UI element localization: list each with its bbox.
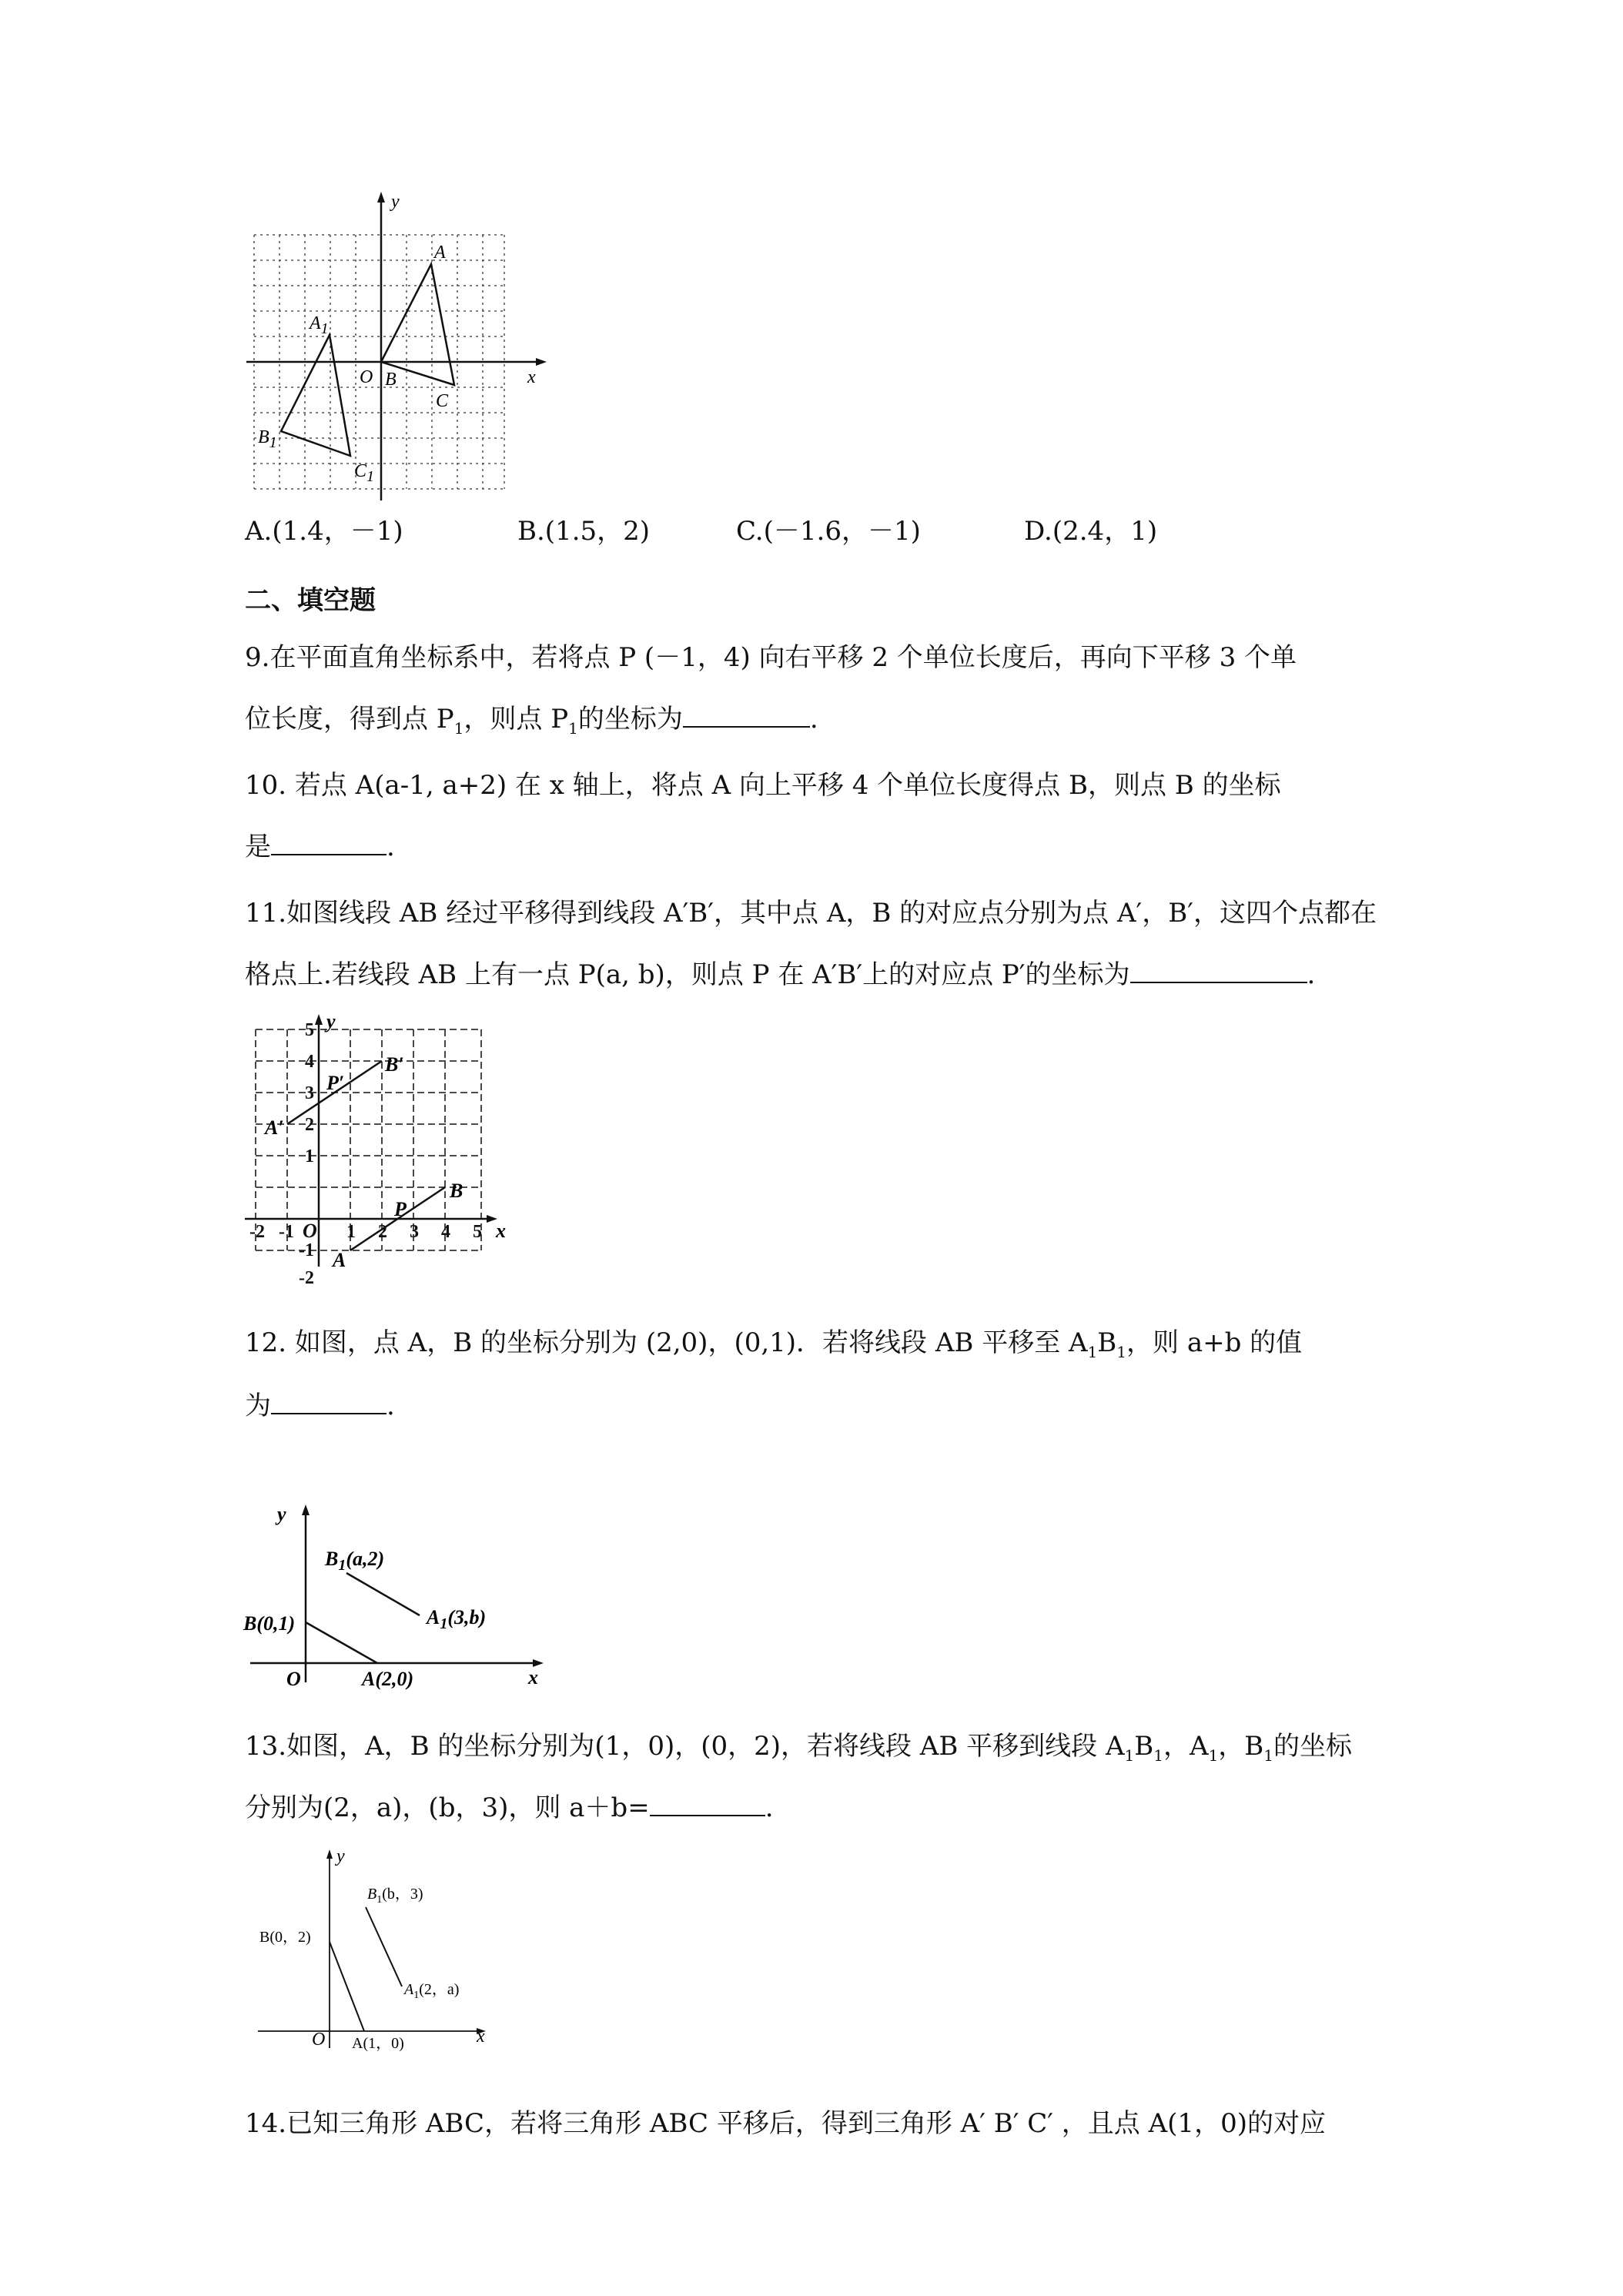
q11-xtick: -2 (249, 1222, 265, 1242)
q11-ytick: -2 (299, 1268, 314, 1288)
q11-point-a: A (333, 1249, 346, 1271)
q12-answer-blank[interactable] (271, 1390, 387, 1414)
q9-answer-blank[interactable] (683, 703, 810, 728)
q8-point-c1-label: $C_1$ (354, 461, 375, 485)
q13-line1: 13.如图，A，B 的坐标分别为(1，0)，(0，2)，若将线段 AB 平移到线段 $A_1B_1$，$A_1$，$B_1$的坐标 (245, 1731, 1353, 1765)
q9-line2: 位长度，得到点 $P_1$，则点 $P_1$的坐标为 . (245, 704, 818, 738)
q11-line1: 11.如图线段 AB 经过平移得到线段 A′B′，其中点 A，B 的对应点分别为点 A′，B′，这四个点都在 (245, 898, 1377, 929)
q11-ytick: 4 (305, 1052, 314, 1072)
q8-y-label: y (391, 192, 400, 212)
q12-point-b1: $B_1(a,2)$ (325, 1548, 385, 1574)
q12-point-a1: $A_1(3,b)$ (427, 1606, 487, 1632)
q8-x-label: x (527, 367, 536, 387)
q13-axes (258, 1849, 486, 2048)
q13-line2: 分别为(2，a)，(b，3)，则 a＋b= . (245, 1792, 774, 1823)
q8-point-c-label: C (436, 391, 449, 411)
q8-axes (246, 192, 547, 500)
q10-line1: 10. 若点 A(a-1, a+2) 在 x 轴上，将点 A 向上平移 4 个单位长度得点 B，则点 B 的坐标 (245, 770, 1281, 801)
q13-point-a1: $A_1(2$，a) (404, 1981, 460, 2001)
q13-x-label: x (477, 2027, 485, 2047)
q11-xtick: 3 (410, 1222, 419, 1242)
q8-figure (231, 181, 554, 504)
q11-xtick: 1 (346, 1222, 356, 1242)
section-heading: 二、填空题 (245, 585, 376, 616)
q8-option-d: D.(2.4，1) (1024, 516, 1158, 547)
q10-answer-blank[interactable] (271, 831, 387, 855)
q11-ytick: -1 (299, 1240, 314, 1260)
q11-x-label: x (496, 1220, 506, 1242)
q13-point-a: A(1，0) (352, 2035, 404, 2052)
q8-origin-label: O (360, 367, 373, 387)
q14-line1: 14.已知三角形 ABC，若将三角形 ABC 平移后，得到三角形 A′ B′ C′ ，且点 A(1，0)的对应 (245, 2108, 1326, 2139)
q11-figure (239, 1012, 531, 1290)
q11-point-b: B (450, 1180, 463, 1202)
q12-origin: O (286, 1668, 301, 1690)
q11-xtick: 4 (441, 1222, 450, 1242)
q11-answer-blank[interactable] (1130, 959, 1307, 983)
q12-x-label: x (528, 1666, 538, 1689)
q12-segments (306, 1573, 420, 1663)
q13-figure (250, 1840, 512, 2056)
q11-xtick: 5 (473, 1222, 482, 1242)
q11-ytick: 2 (305, 1115, 314, 1135)
q13-answer-blank[interactable] (650, 1792, 765, 1816)
q10-line2: 是 . (245, 832, 395, 862)
q8-point-b-label: B (385, 370, 397, 390)
q11-point-p: P (394, 1198, 407, 1220)
q11-origin: O (303, 1220, 317, 1242)
q13-origin: O (312, 2030, 326, 2050)
q12-axes (250, 1504, 544, 1682)
q8-point-a1-label: $A_1$ (310, 313, 329, 337)
q11-ytick: 5 (305, 1020, 314, 1040)
q11-ytick: 3 (305, 1083, 314, 1103)
q13-y-label: y (336, 1846, 345, 1866)
q11-y-label: y (326, 1012, 336, 1033)
q11-xtick: -1 (279, 1222, 294, 1242)
q12-line2: 为 . (245, 1391, 395, 1421)
q11-point-a-prime: A′ (265, 1116, 284, 1139)
q11-grid (256, 1029, 481, 1250)
q12-figure (239, 1498, 562, 1698)
q12-y-label: y (277, 1503, 286, 1525)
q11-point-b-prime: B′ (385, 1053, 404, 1076)
q8-option-c: C.(－1.6，－1) (736, 516, 921, 547)
q11-point-p-prime: P′ (326, 1072, 345, 1094)
q8-triangles (281, 264, 454, 456)
q11-ytick: 1 (305, 1146, 314, 1166)
q12-line1: 12. 如图，点 A，B 的坐标分别为 (2,0)，(0,1)．若将线段 AB 平移至 $A_1B_1$，则 a+b 的值 (245, 1327, 1303, 1361)
q12-point-a: A(2,0) (362, 1668, 414, 1690)
q8-option-a: A.(1.4，－1) (245, 516, 403, 547)
q8-point-a-label: A (434, 243, 446, 263)
q13-point-b1: $B_1(b$，3) (367, 1886, 423, 1906)
q8-point-b1-label: $B_1$ (258, 427, 277, 451)
q9-line1: 9.在平面直角坐标系中，若将点 P (－1，4) 向右平移 2 个单位长度后，再向下平移 3 个单 (245, 642, 1297, 673)
q12-point-b: B(0,1) (243, 1612, 296, 1635)
q13-point-b: B(0，2) (259, 1929, 311, 1946)
q11-xtick: 2 (378, 1222, 387, 1242)
q13-segments (330, 1907, 402, 2031)
q11-line2: 格点上.若线段 AB 上有一点 P(a, b)，则点 P 在 A′B′上的对应点 P′的坐标为 . (245, 959, 1316, 990)
q8-option-b: B.(1.5，2) (517, 516, 651, 547)
